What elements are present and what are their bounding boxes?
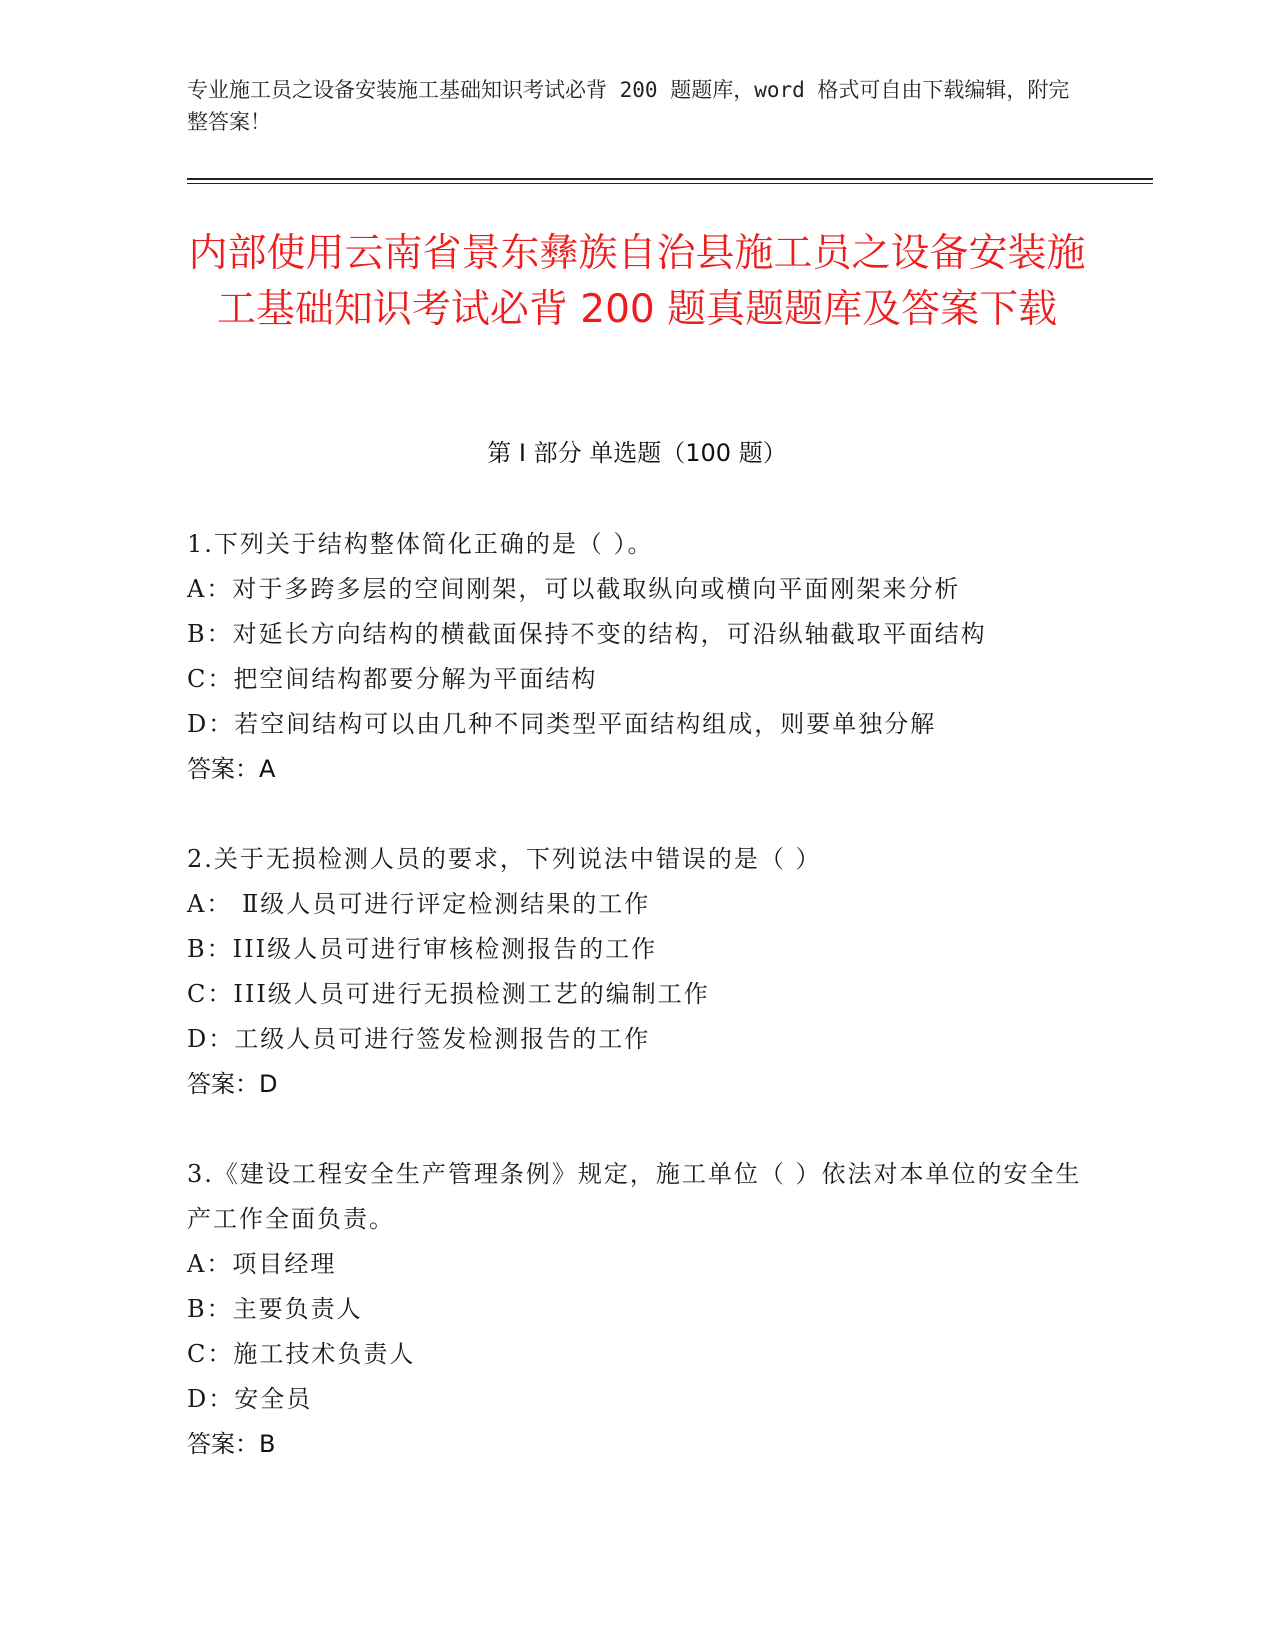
question-stem: 1.下列关于结构整体简化正确的是（ ）。 bbox=[187, 530, 654, 558]
option-a: A：项目经理 bbox=[187, 1250, 337, 1278]
option-c: C：把空间结构都要分解为平面结构 bbox=[187, 665, 598, 693]
answer: 答案：D bbox=[187, 1070, 278, 1098]
option-a: A： Ⅱ级人员可进行评定检测结果的工作 bbox=[187, 890, 651, 918]
header-rule-thin bbox=[187, 183, 1153, 184]
question-list bbox=[187, 522, 1087, 1512]
option-b: B：对延长方向结构的横截面保持不变的结构，可沿纵轴截取平面结构 bbox=[187, 620, 987, 648]
option-c: C：III级人员可进行无损检测工艺的编制工作 bbox=[187, 980, 710, 1008]
option-a: A：对于多跨多层的空间刚架，可以截取纵向或横向平面刚架来分析 bbox=[187, 575, 961, 603]
option-d: D：安全员 bbox=[187, 1385, 313, 1413]
option-d: D：若空间结构可以由几种不同类型平面结构组成，则要单独分解 bbox=[187, 710, 937, 738]
question-stem: 2.关于无损检测人员的要求，下列说法中错误的是（ ） bbox=[187, 845, 822, 873]
option-b: B：III级人员可进行审核检测报告的工作 bbox=[187, 935, 658, 963]
question-3 bbox=[187, 1152, 1087, 1467]
question-2 bbox=[187, 837, 1087, 1107]
question-1 bbox=[187, 522, 1087, 792]
section-title: 第 I 部分 单选题（100 题） bbox=[487, 439, 787, 467]
option-c: C：施工技术负责人 bbox=[187, 1340, 416, 1368]
answer: 答案：B bbox=[187, 1430, 276, 1458]
header-note: 专业施工员之设备安装施工基础知识考试必背 200 题题库，word 格式可自由下载编辑，附完整答案！ bbox=[187, 78, 1070, 134]
option-d: D：工级人员可进行签发检测报告的工作 bbox=[187, 1025, 651, 1053]
question-stem: 3.《建设工程安全生产管理条例》规定，施工单位（ ）依法对本单位的安全生产工作全面负责。 bbox=[187, 1160, 1082, 1233]
header-rule-thick bbox=[187, 178, 1153, 180]
document-title: 内部使用云南省景东彝族自治县施工员之设备安装施工基础知识考试必背 200 题真题题库及答案下载 bbox=[188, 231, 1086, 332]
option-b: B：主要负责人 bbox=[187, 1295, 363, 1323]
answer: 答案：A bbox=[187, 755, 276, 783]
